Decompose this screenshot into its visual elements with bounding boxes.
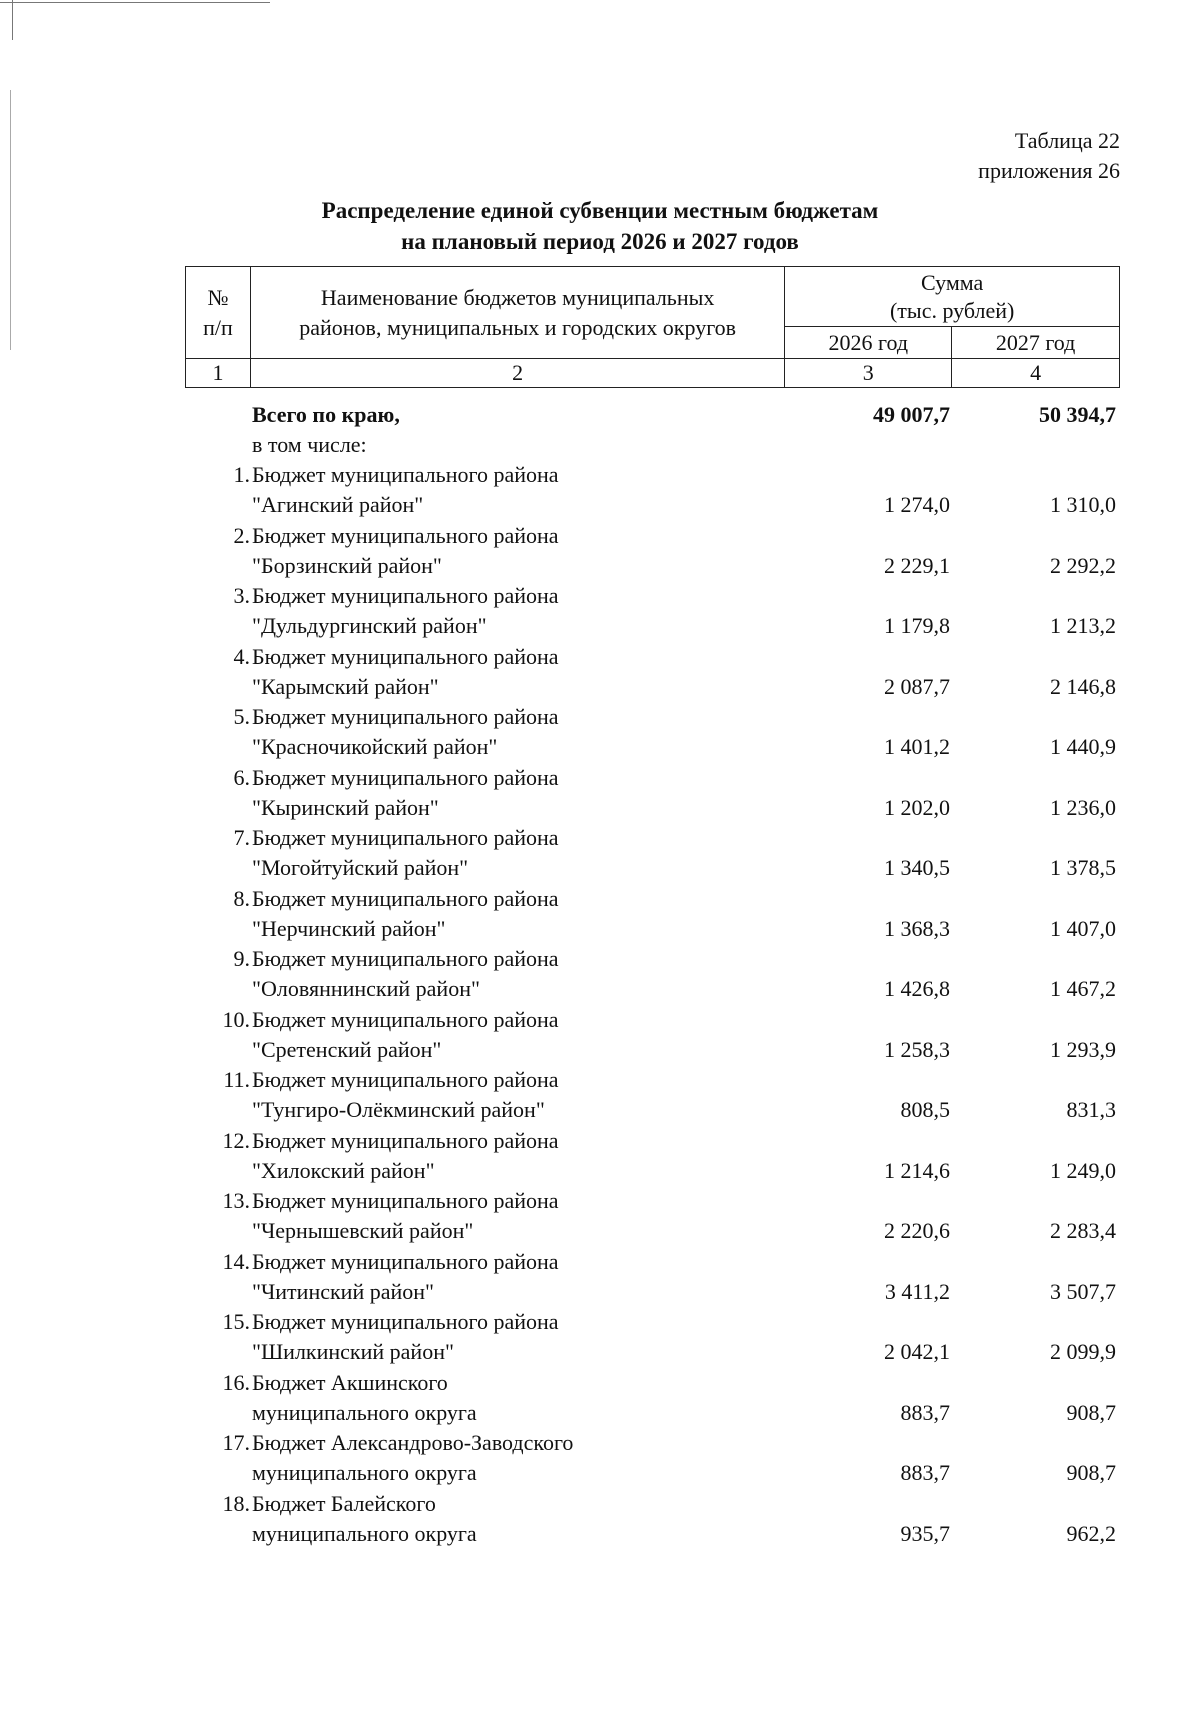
row-value-2027: 831,3 [1066,1097,1116,1122]
table-row [185,462,1120,523]
row-name-line-2: "Агинский район" [252,492,424,517]
row-value-2026: 1 258,3 [884,1036,950,1062]
row-name-line-2: "Могойтуйский район" [252,855,469,880]
row-number: 9. [233,946,250,971]
total-2026: 49 007,7 [873,402,950,427]
row-name-line-2: "Сретенский район" [252,1036,442,1062]
column-number-4: 4 [952,359,1120,388]
row-value-2027: 962,2 [1066,1520,1116,1546]
table-row [185,946,1120,1007]
row-number: 6. [233,764,250,790]
row-name-line-2: "Кыринский район" [252,794,439,820]
row-name-line-1: Бюджет муниципального района [252,825,559,850]
row-value-2027: 2 292,2 [1050,552,1116,578]
total-label: Всего по краю, [252,402,400,427]
row-value-2026: 2 229,1 [884,552,950,578]
row-value-2026: 883,7 [900,1460,950,1485]
table-row [185,1249,1120,1310]
row-value-2026: 1 368,3 [884,915,950,941]
title-line-1: Распределение единой субвенции местным бюджетам [321,198,879,223]
row-value-2026: 1 214,6 [884,1157,950,1183]
column-number-1: 1 [186,359,251,388]
row-number: 17. [222,1430,250,1455]
row-name-line-1: Бюджет муниципального района [252,1006,559,1032]
row-name-line-2: "Хилокский район" [252,1157,435,1183]
row-value-2026: 1 274,0 [884,492,950,517]
row-number: 11. [223,1067,250,1092]
table-caption [978,126,1120,186]
table-row [185,644,1120,705]
row-name-line-1: Бюджет муниципального района [252,885,559,911]
header-name: Наименование бюджетов муниципальных районов, муниципальных и городских округов [250,267,784,359]
row-value-2027: 2 283,4 [1050,1218,1116,1243]
row-name-line-2: "Оловяннинский район" [252,976,480,1001]
row-name-line-2: "Красночикойский район" [252,734,498,759]
including-row [185,432,1120,462]
table-row [185,583,1120,644]
row-value-2027: 1 440,9 [1050,734,1116,759]
row-name-line-2: муниципального округа [252,1460,477,1485]
title-line-2: на плановый период 2026 и 2027 годов [401,229,799,254]
table-row [185,886,1120,947]
table-row [185,1007,1120,1068]
row-name-line-2: "Читинский район" [252,1278,435,1304]
caption-appendix: приложения 26 [978,158,1120,183]
row-name-line-1: Бюджет Балейского [252,1490,436,1516]
row-number: 5. [233,704,250,729]
scan-edge-top [0,2,270,3]
row-name-line-1: Бюджет муниципального района [252,1127,559,1153]
table-row [185,1430,1120,1491]
row-value-2027: 908,7 [1066,1460,1116,1485]
including-label: в том числе: [252,432,367,457]
row-value-2027: 1 310,0 [1050,492,1116,517]
row-value-2026: 2 042,1 [884,1339,950,1364]
row-value-2026: 1 340,5 [884,855,950,880]
row-value-2027: 2 099,9 [1050,1339,1116,1364]
row-number: 13. [222,1188,250,1213]
row-value-2026: 1 401,2 [884,734,950,759]
row-value-2027: 1 378,5 [1050,855,1116,880]
row-name-line-2: "Карымский район" [252,673,439,699]
row-value-2027: 908,7 [1066,1399,1116,1425]
row-value-2026: 1 426,8 [884,976,950,1001]
row-number: 12. [222,1127,250,1153]
total-2027: 50 394,7 [1039,402,1116,427]
header-year-2027: 2027 год [952,327,1120,359]
row-name-line-2: "Тунгиро-Олёкминский район" [252,1097,545,1122]
table-body [185,402,1120,1551]
row-value-2026: 1 179,8 [884,613,950,638]
row-name-line-1: Бюджет муниципального района [252,764,559,790]
caption-table-number: Таблица 22 [1014,128,1120,153]
row-name-line-1: Бюджет муниципального района [252,643,559,669]
row-name-line-2: муниципального округа [252,1399,477,1425]
table-row [185,1128,1120,1189]
table-row [185,1188,1120,1249]
header-sum: Сумма (тыс. рублей) [785,267,1120,327]
row-name-line-1: Бюджет муниципального района [252,1067,559,1092]
header-year-2026: 2026 год [785,327,952,359]
row-number: 1. [233,462,250,487]
row-number: 4. [233,643,250,669]
table-header [185,266,1120,388]
row-name-line-2: "Нерчинский район" [252,915,446,941]
table-row [185,523,1120,584]
row-value-2027: 1 467,2 [1050,976,1116,1001]
row-number: 15. [222,1309,250,1334]
row-number: 14. [222,1248,250,1274]
row-name-line-2: "Шилкинский район" [252,1339,454,1364]
row-number: 7. [233,825,250,850]
row-name-line-2: "Чернышевский район" [252,1218,474,1243]
table-row [185,1067,1120,1128]
document-title [0,195,1200,257]
row-name-line-1: Бюджет муниципального района [252,1309,559,1334]
row-value-2027: 1 293,9 [1050,1036,1116,1062]
row-name-line-2: муниципального округа [252,1520,477,1546]
row-number: 18. [222,1490,250,1516]
row-number: 16. [222,1369,250,1395]
column-number-2: 2 [250,359,784,388]
row-value-2027: 1 213,2 [1050,613,1116,638]
row-name-line-1: Бюджет муниципального района [252,1248,559,1274]
table-row [185,825,1120,886]
header-number: № п/п [186,267,251,359]
table-row [185,1491,1120,1552]
budget-rows [185,462,1120,1551]
row-name-line-2: "Борзинский район" [252,552,442,578]
scan-edge-left [12,0,13,40]
row-value-2026: 1 202,0 [884,794,950,820]
row-name-line-2: "Дульдургинский район" [252,613,487,638]
row-name-line-1: Бюджет муниципального района [252,946,559,971]
row-value-2026: 883,7 [900,1399,950,1425]
row-name-line-1: Бюджет муниципального района [252,522,559,548]
row-value-2027: 1 407,0 [1050,915,1116,941]
row-value-2026: 808,5 [900,1097,950,1122]
row-number: 10. [222,1006,250,1032]
row-number: 3. [233,583,250,608]
row-value-2026: 935,7 [900,1520,950,1546]
row-name-line-1: Бюджет муниципального района [252,1188,559,1213]
row-value-2027: 2 146,8 [1050,673,1116,699]
row-value-2027: 1 236,0 [1050,794,1116,820]
row-number: 8. [233,885,250,911]
row-value-2027: 3 507,7 [1050,1278,1116,1304]
row-name-line-1: Бюджет муниципального района [252,462,559,487]
row-name-line-1: Бюджет Акшинского [252,1369,448,1395]
table-row [185,1370,1120,1431]
table-row [185,1309,1120,1370]
table-row [185,765,1120,826]
row-value-2027: 1 249,0 [1050,1157,1116,1183]
row-name-line-1: Бюджет муниципального района [252,704,559,729]
row-name-line-1: Бюджет Александрово-Заводского [252,1430,574,1455]
column-number-3: 3 [785,359,952,388]
table-row [185,704,1120,765]
row-value-2026: 2 220,6 [884,1218,950,1243]
row-number: 2. [233,522,250,548]
total-row [185,402,1120,432]
row-value-2026: 3 411,2 [884,1278,950,1304]
row-name-line-1: Бюджет муниципального района [252,583,559,608]
row-value-2026: 2 087,7 [884,673,950,699]
